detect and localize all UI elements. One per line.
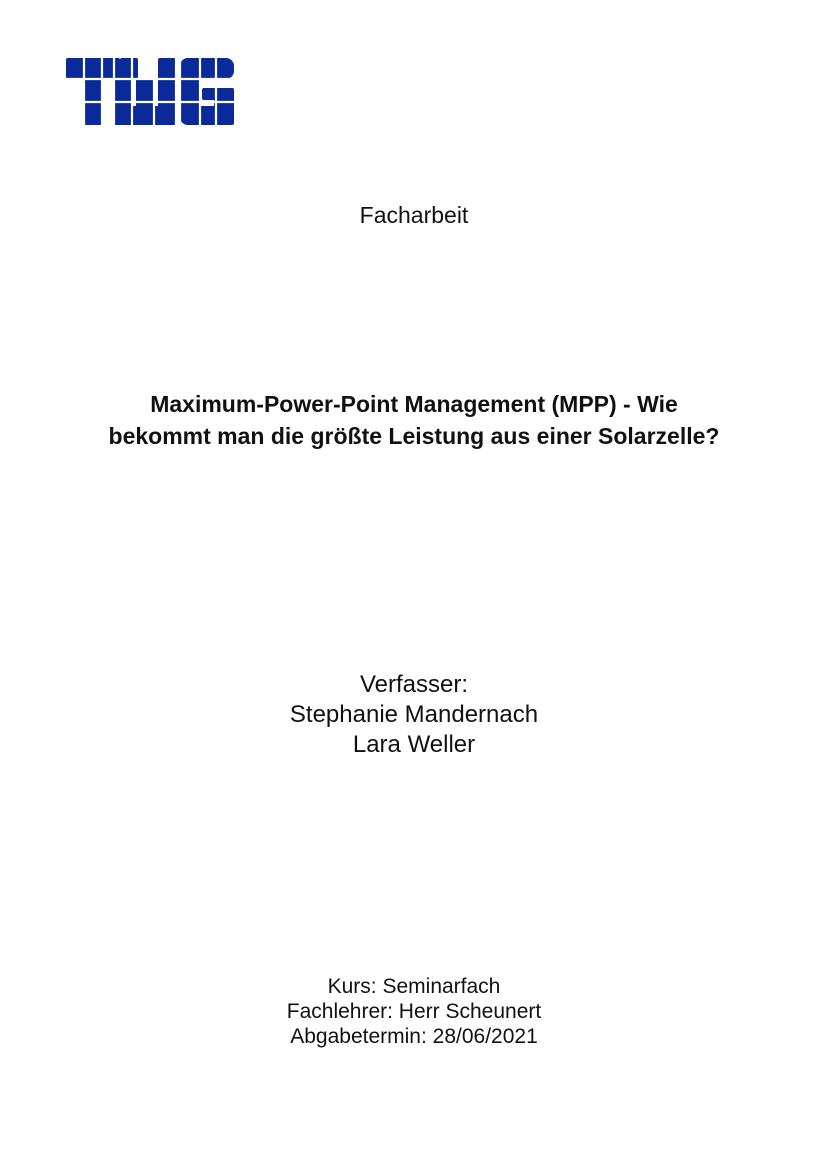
author-name: Lara Weller: [352, 731, 476, 758]
author-name: Stephanie Mandernach: [289, 701, 539, 728]
school-logo: [66, 58, 234, 125]
document-type: Facharbeit: [359, 202, 469, 228]
authors-block: [0, 670, 828, 760]
document-title: [0, 388, 828, 452]
submission-info: [0, 974, 828, 1049]
teacher-info: Fachlehrer: Herr Scheunert: [286, 1000, 542, 1023]
title-line-2: bekommt man die größte Leistung aus einer Solarzelle?: [108, 423, 720, 449]
title-line-1: Maximum-Power-Point Management (MPP) - Wie: [150, 391, 678, 417]
due-date-info: Abgabetermin: 28/06/2021: [290, 1025, 538, 1048]
authors-label: Verfasser:: [359, 671, 469, 698]
course-info: Kurs: Seminarfach: [327, 975, 501, 998]
